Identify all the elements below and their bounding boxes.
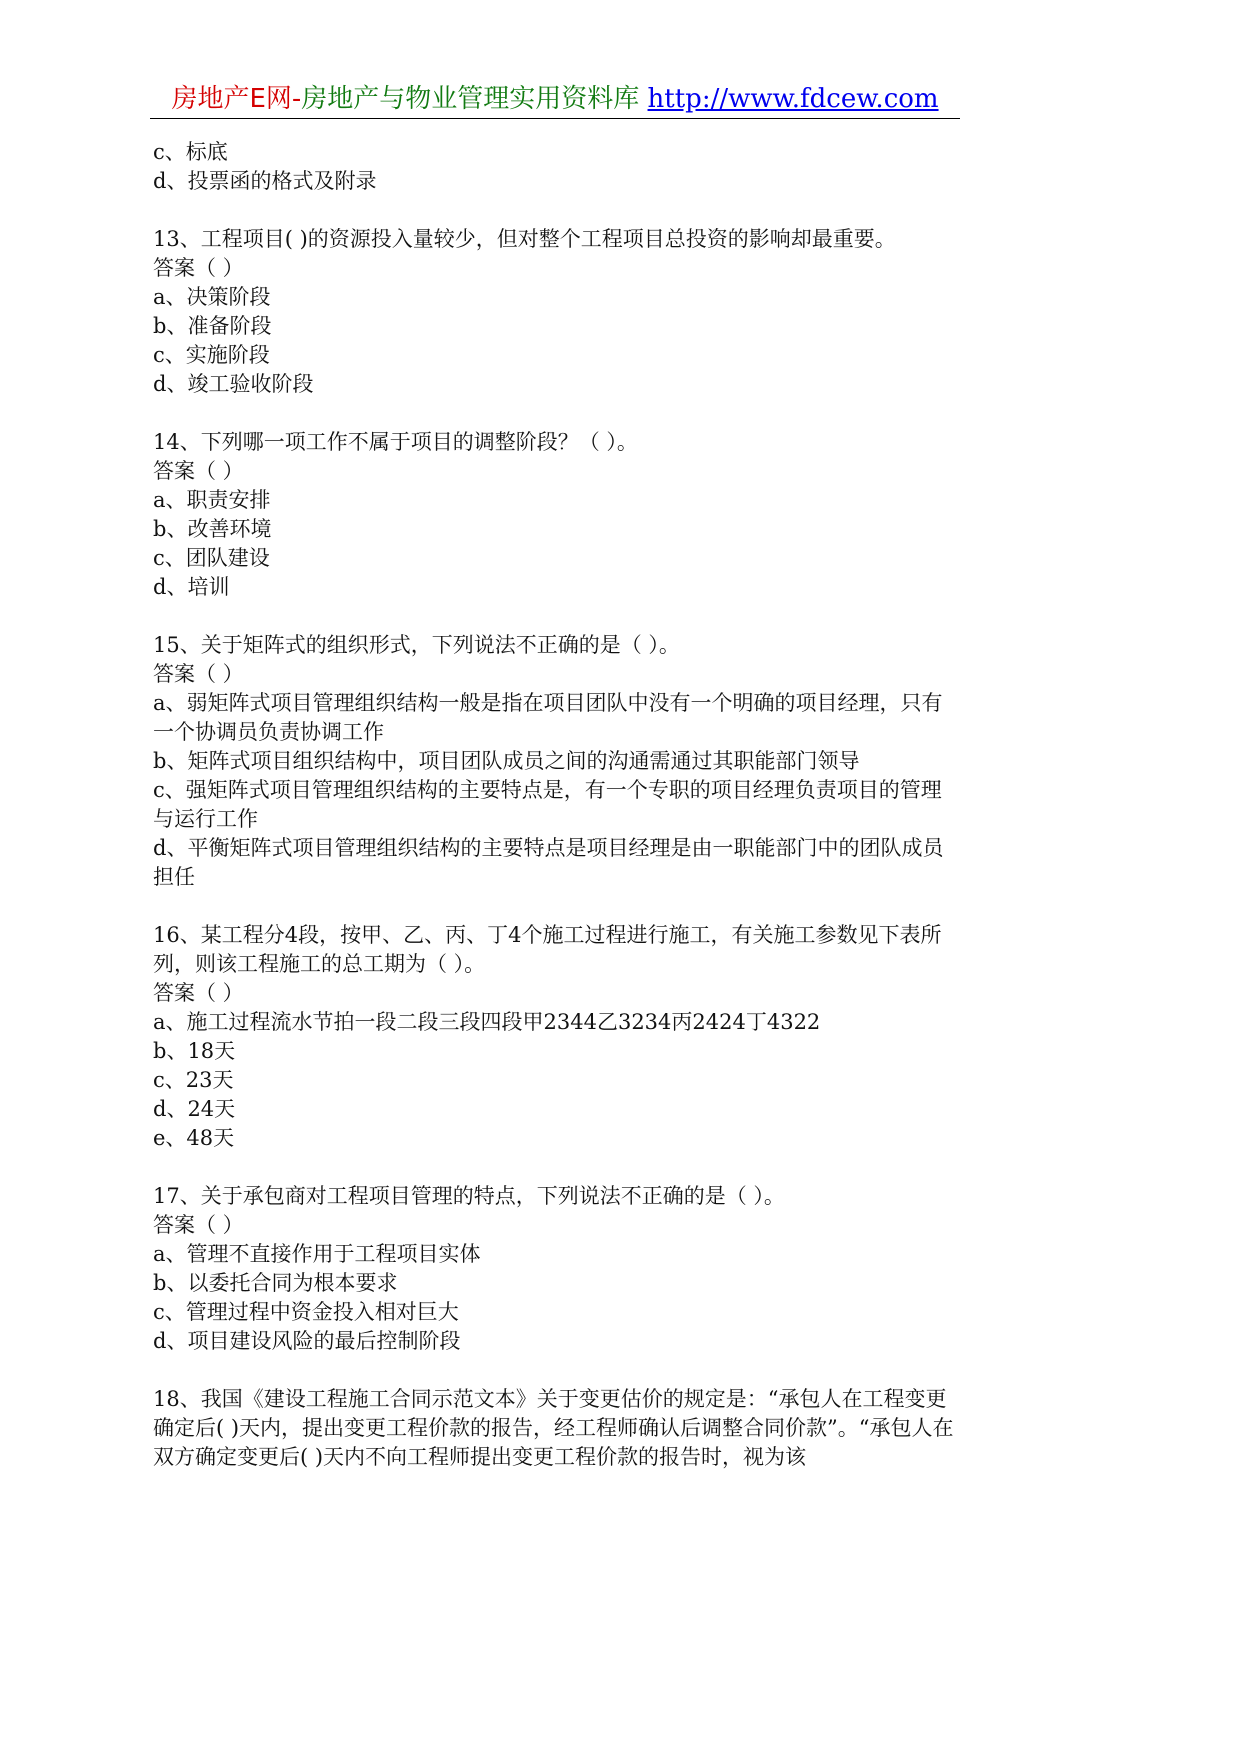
- document-body: [153, 138, 961, 1472]
- page-header: [150, 80, 960, 118]
- option-d: d、平衡矩阵式项目管理组织结构的主要特点是项目经理是由一职能部门中的团队成员担任: [153, 836, 944, 889]
- option-a: a、施工过程流水节拍一段二段三段四段甲2344乙3234丙2424丁4322: [153, 1010, 821, 1034]
- question-16: [153, 921, 961, 1153]
- option-a: a、职责安排: [153, 488, 271, 512]
- answer-line: 答案（ ）: [153, 256, 244, 280]
- option-e: e、48天: [153, 1126, 235, 1150]
- question-15: [153, 631, 961, 892]
- site-name: 房地产E网-: [171, 84, 302, 114]
- question-stem: 15、关于矩阵式的组织形式，下列说法不正确的是（ ）。: [153, 633, 680, 657]
- question-stem: 18、我国《建设工程施工合同示范文本》关于变更估价的规定是：“承包人在工程变更确定后( )天内，提出变更工程价款的报告，经工程师确认后调整合同价款”。“承包人在双方确定变更后( )天内不向工程师提出变更工程价款的报告时，视为该: [153, 1387, 954, 1469]
- option-b: b、改善环境: [153, 517, 272, 541]
- continuation-option-d: d、投票函的格式及附录: [153, 169, 377, 193]
- question-stem: 16、某工程分4段，按甲、乙、丙、丁4个施工过程进行施工，有关施工参数见下表所列，则该工程施工的总工期为（ ）。: [153, 923, 942, 976]
- question-stem: 14、下列哪一项工作不属于项目的调整阶段？（ ）。: [153, 430, 638, 454]
- question-stem: 13、工程项目( )的资源投入量较少，但对整个工程项目总投资的影响却最重要。: [153, 227, 896, 251]
- option-d: d、培训: [153, 575, 230, 599]
- question-17: [153, 1182, 961, 1356]
- header-divider: [150, 118, 960, 119]
- option-d: d、项目建设风险的最后控制阶段: [153, 1329, 461, 1353]
- option-a: a、弱矩阵式项目管理组织结构一般是指在项目团队中没有一个明确的项目经理，只有一个协调员负责协调工作: [153, 691, 943, 744]
- option-c: c、管理过程中资金投入相对巨大: [153, 1300, 459, 1324]
- question-18: [153, 1385, 961, 1472]
- option-b: b、矩阵式项目组织结构中，项目团队成员之间的沟通需通过其职能部门领导: [153, 749, 860, 773]
- question-14: [153, 428, 961, 602]
- question-13: [153, 225, 961, 399]
- option-d: d、24天: [153, 1097, 236, 1121]
- answer-line: 答案（ ）: [153, 662, 244, 686]
- option-d: d、竣工验收阶段: [153, 372, 314, 396]
- site-url-link[interactable]: http://www.fdcew.com: [647, 84, 939, 114]
- site-description: 房地产与物业管理实用资料库: [301, 84, 640, 114]
- option-b: b、准备阶段: [153, 314, 272, 338]
- answer-line: 答案（ ）: [153, 981, 244, 1005]
- option-c: c、团队建设: [153, 546, 270, 570]
- option-c: c、强矩阵式项目管理组织结构的主要特点是，有一个专职的项目经理负责项目的管理与运行工作: [153, 778, 942, 831]
- option-b: b、18天: [153, 1039, 236, 1063]
- question-stem: 17、关于承包商对工程项目管理的特点，下列说法不正确的是（ ）。: [153, 1184, 785, 1208]
- option-a: a、管理不直接作用于工程项目实体: [153, 1242, 481, 1266]
- answer-line: 答案（ ）: [153, 459, 244, 483]
- option-c: c、实施阶段: [153, 343, 270, 367]
- option-a: a、决策阶段: [153, 285, 271, 309]
- continuation-option-c: c、标底: [153, 140, 228, 164]
- answer-line: 答案（ ）: [153, 1213, 244, 1237]
- option-b: b、以委托合同为根本要求: [153, 1271, 398, 1295]
- option-c: c、23天: [153, 1068, 234, 1092]
